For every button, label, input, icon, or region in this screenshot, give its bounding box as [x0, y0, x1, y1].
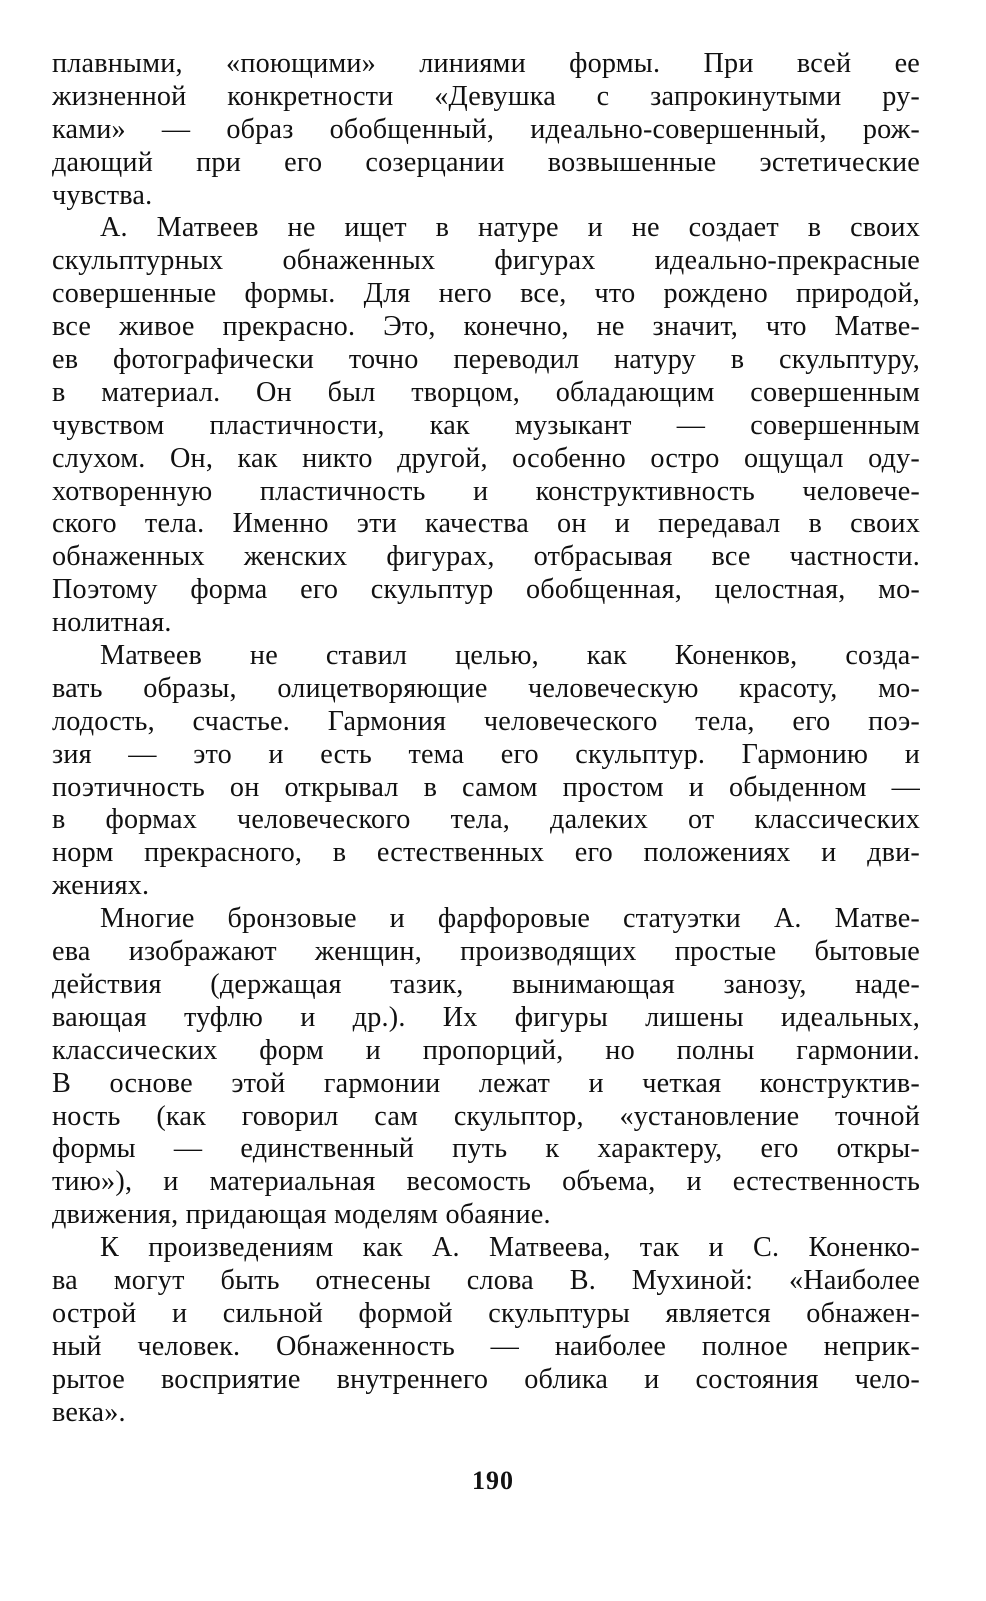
text-line: слухом. Он, как никто другой, особенно остро ощущал оду-: [52, 442, 920, 474]
text-line: века».: [52, 1396, 126, 1428]
paragraph-start-line: Матвеев не ставил целью, как Коненков, созда-: [100, 640, 920, 672]
text-line: обнаженных женских фигурах, отбрасывая все частности.: [52, 541, 920, 573]
text-line: ками» — образ обобщенный, идеально-совершенный, рож-: [52, 113, 920, 145]
text-line: вать образы, олицетворяющие человеческую красоту, мо-: [52, 672, 920, 704]
text-line: ность (как говорил сам скульптор, «установление точной: [52, 1100, 920, 1132]
page-number: 190: [472, 1466, 514, 1495]
paragraph-start-line: Многие бронзовые и фарфоровые статуэтки А. Матве-: [100, 903, 920, 935]
text-line: скульптурных обнаженных фигурах идеально-прекрасные: [52, 245, 920, 277]
text-line: ва могут быть отнесены слова В. Мухиной: «Наиболее: [52, 1264, 920, 1296]
text-line: ный человек. Обнаженность — наиболее полное неприк-: [52, 1330, 920, 1362]
text-line: ева изображают женщин, производящих простые бытовые: [52, 936, 920, 968]
paragraph-start-line: К произведениям как А. Матвеева, так и С. Коненко-: [100, 1232, 920, 1264]
text-line: жизненной конкретности «Девушка с запрокинутыми ру-: [52, 80, 920, 112]
text-line: тию»), и материальная весомость объема, и естественность: [52, 1166, 920, 1198]
page-body: [52, 48, 920, 1429]
text-line: совершенные формы. Для него все, что рождено природой,: [52, 278, 920, 310]
text-line: Поэтому форма его скульптур обобщенная, целостная, мо-: [52, 574, 920, 606]
text-line: поэтичность он открывал в самом простом и обыденном —: [52, 771, 920, 803]
text-line: движения, придающая моделям обаяние.: [52, 1199, 551, 1231]
text-line: чувства.: [52, 179, 153, 211]
text-line: формы — единственный путь к характеру, его откры-: [52, 1133, 920, 1165]
text-line: нолитная.: [52, 607, 172, 639]
text-line: В основе этой гармонии лежат и четкая конструктив-: [52, 1067, 920, 1099]
text-line: ев фотографически точно переводил натуру в скульптуру,: [52, 344, 920, 376]
text-line: рытое восприятие внутреннего облика и состояния чело-: [52, 1363, 920, 1395]
text-line: ского тела. Именно эти качества он и передавал в своих: [52, 508, 920, 540]
text-line: в материал. Он был творцом, обладающим совершенным: [52, 376, 920, 408]
text-line: норм прекрасного, в естественных его положениях и дви-: [52, 837, 920, 869]
paragraph-start-line: А. Матвеев не ищет в натуре и не создает в своих: [100, 212, 920, 244]
text-line: плавными, «поющими» линиями формы. При всей ее: [52, 48, 920, 79]
text-line: зия — это и есть тема его скульптур. Гармонию и: [52, 738, 920, 770]
text-line: действия (держащая тазик, вынимающая занозу, наде-: [52, 968, 920, 1000]
text-line: классических форм и пропорций, но полны гармонии.: [52, 1034, 920, 1066]
text-line: лодость, счастье. Гармония человеческого тела, его поэ-: [52, 705, 920, 737]
text-line: жениях.: [52, 870, 150, 902]
text-line: хотворенную пластичность и конструктивность человече-: [52, 475, 920, 507]
text-line: в формах человеческого тела, далеких от классических: [52, 804, 920, 836]
text-line: все живое прекрасно. Это, конечно, не значит, что Матве-: [52, 311, 920, 343]
text-line: дающий при его созерцании возвышенные эстетические: [52, 146, 920, 178]
text-line: вающая туфлю и др.). Их фигуры лишены идеальных,: [52, 1001, 920, 1033]
text-line: чувством пластичности, как музыкант — совершенным: [52, 409, 920, 441]
text-line: острой и сильной формой скульптуры является обнажен-: [52, 1297, 920, 1329]
